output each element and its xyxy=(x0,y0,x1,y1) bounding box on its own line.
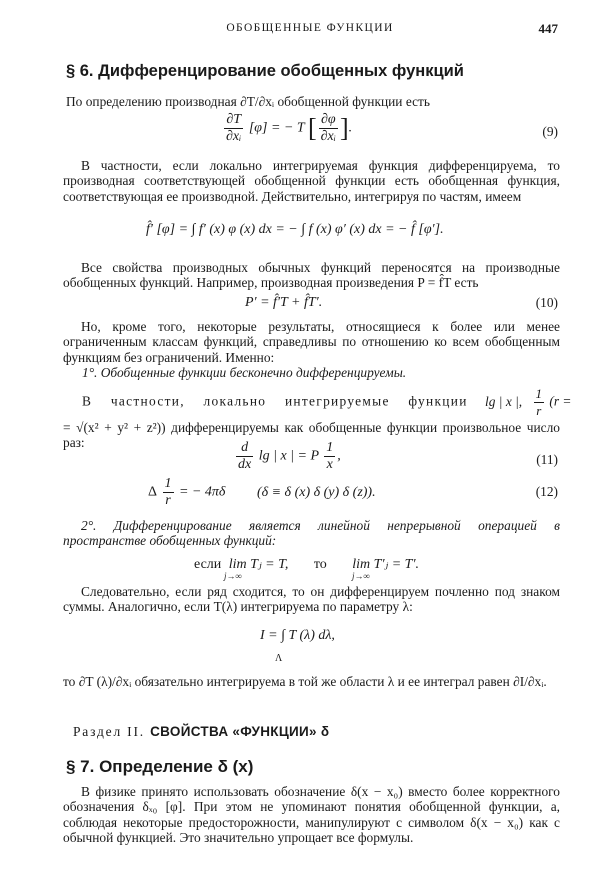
lg-expression: lg | x |, xyxy=(485,393,523,409)
eq12-den: r xyxy=(165,493,171,508)
equation-12-number: (12) xyxy=(535,484,558,499)
paragraph-1-text: В частности, если локально интегрируемая функция дифференцируема, то производная соответствующей обобщенной функции есть обобщенная функция, соответствующая ее производной. Действительно, интегрируя по частям, имеем xyxy=(63,158,560,204)
eq9-den1: ∂xᵢ xyxy=(226,129,242,144)
paragraph-4-rest: = √(x² + y² + z²)) дифференцируемы как обобщенные функции произвольное число раз: xyxy=(63,420,560,451)
equation-9-number: (9) xyxy=(542,124,558,139)
paragraph-4-start: В частности, локально интегрируемые функции xyxy=(82,393,468,409)
paragraph-5-text: Следовательно, если ряд сходится, то он дифференцируем почленно под знаком суммы. Аналогично, если T(λ) интегрируема по параметру λ: xyxy=(63,584,560,615)
limit-sub-2: j→∞ xyxy=(352,571,370,581)
limits-1: lim Tⱼ = T, xyxy=(228,557,289,572)
item-1: 1°. Обобщенные функции бесконечно дифференцируемы. xyxy=(82,365,407,380)
eq12-paren: (δ ≡ δ (x) δ (y) δ (z)). xyxy=(256,484,376,500)
eq9-middle: [φ] = − T xyxy=(248,120,305,136)
paragraph-1 xyxy=(63,158,560,204)
eq9-num1: ∂T xyxy=(224,112,243,129)
intro-text: По определению производная ∂T/∂xᵢ обобщенной функции есть xyxy=(66,94,430,109)
equation-integral: I = ∫ T (λ) dλ, xyxy=(260,628,335,643)
item-2-text: 2°. Дифференцирование является линейной непрерывной операцией в пространстве обобщенных функций: xyxy=(63,518,560,549)
page-number: 447 xyxy=(538,21,558,36)
paragraph-2-text: Все свойства производных обычных функций переносятся на производные обобщенных функций. Например, производная произведения P = f̂T есть xyxy=(63,260,560,291)
r-tail: (r = xyxy=(549,393,572,409)
limit-sub-1: j→∞ xyxy=(224,571,242,581)
equation-10-number: (10) xyxy=(535,295,558,310)
integral-domain: Λ xyxy=(275,653,283,664)
eq11-num2: 1 xyxy=(326,440,334,455)
paragraph-2 xyxy=(63,260,560,291)
r-frac-num: 1 xyxy=(535,386,543,401)
part-2-label: Раздел II. xyxy=(73,724,145,739)
paragraph-5 xyxy=(63,584,560,615)
paragraph-6-text: то ∂T (λ)/∂xᵢ обязательно интегрируема в той же области λ и ее интеграл равен ∂I/∂xᵢ. xyxy=(63,674,547,689)
paragraph-3 xyxy=(63,319,560,365)
eq12-num: 1 xyxy=(164,476,172,491)
paragraph-4-line-1 xyxy=(82,386,571,419)
eq12-mid: = − 4πδ xyxy=(179,484,226,500)
section-6-heading: § 6. Дифференцирование обобщенных функций xyxy=(66,62,464,80)
eq11-num: d xyxy=(236,440,253,457)
section-7-paragraph xyxy=(63,784,560,846)
eq9-den2: ∂xᵢ xyxy=(320,129,336,144)
running-title: ОБОБЩЕННЫЕ ФУНКЦИИ xyxy=(226,22,394,34)
eq11-tail: , xyxy=(337,448,341,464)
equation-10: P′ = f̂′T + f̂T′. xyxy=(245,295,323,310)
r-frac-den: r xyxy=(536,403,542,418)
eq11-den2: x xyxy=(326,457,333,472)
eq11-mid: lg | x | = P xyxy=(258,448,319,464)
item-2 xyxy=(63,518,560,549)
limits-2: lim T′ⱼ = T′. xyxy=(352,557,420,572)
equation-11-number: (11) xyxy=(536,452,558,467)
equation-11 xyxy=(234,440,341,473)
running-header xyxy=(60,22,560,40)
section-7-heading: § 7. Определение δ (x) xyxy=(66,757,254,776)
limits-then: то xyxy=(313,557,327,572)
section-7-text: В физике принято использовать обозначение δ(x − x₀) вместо более корректного обозначения δₓ₀ [φ]. При этом не упоминают понятия обобщенной функции, а, соблюдая некоторые предосторожности, манипулируют с символом δ(x − x₀) как с обычной функцией. Это значительно упрощает все формулы. xyxy=(63,784,560,846)
paragraph-3-text: Но, кроме того, некоторые результаты, относящиеся к более или менее ограниченным классам функций, справедливы по отношению ко всем обобщенным функциям без ограничений. Именно: xyxy=(63,319,560,365)
limits-if: если xyxy=(194,557,222,572)
eq11-den: dx xyxy=(238,457,252,472)
part-2-title: СВОЙСТВА «ФУНКЦИИ» δ xyxy=(150,724,330,739)
paragraph-6 xyxy=(63,674,560,689)
equation-12 xyxy=(148,476,376,509)
eq9-num2: ∂φ xyxy=(319,112,338,129)
eq12-pre: Δ xyxy=(148,484,158,500)
equation-integration-by-parts: f̂′ [φ] = ∫ f′ (x) φ (x) dx = − ∫ f (x) φ′ (x) dx = − f̂ [φ′]. xyxy=(146,222,444,237)
part-2-heading xyxy=(73,724,329,740)
equation-9: $\frac{\partial T}{\text{∂xᵢ}}$ [φ] = − T [ $\frac{\partial\varphi}{\text{∂xᵢ}}$ ]. xyxy=(226,112,353,144)
